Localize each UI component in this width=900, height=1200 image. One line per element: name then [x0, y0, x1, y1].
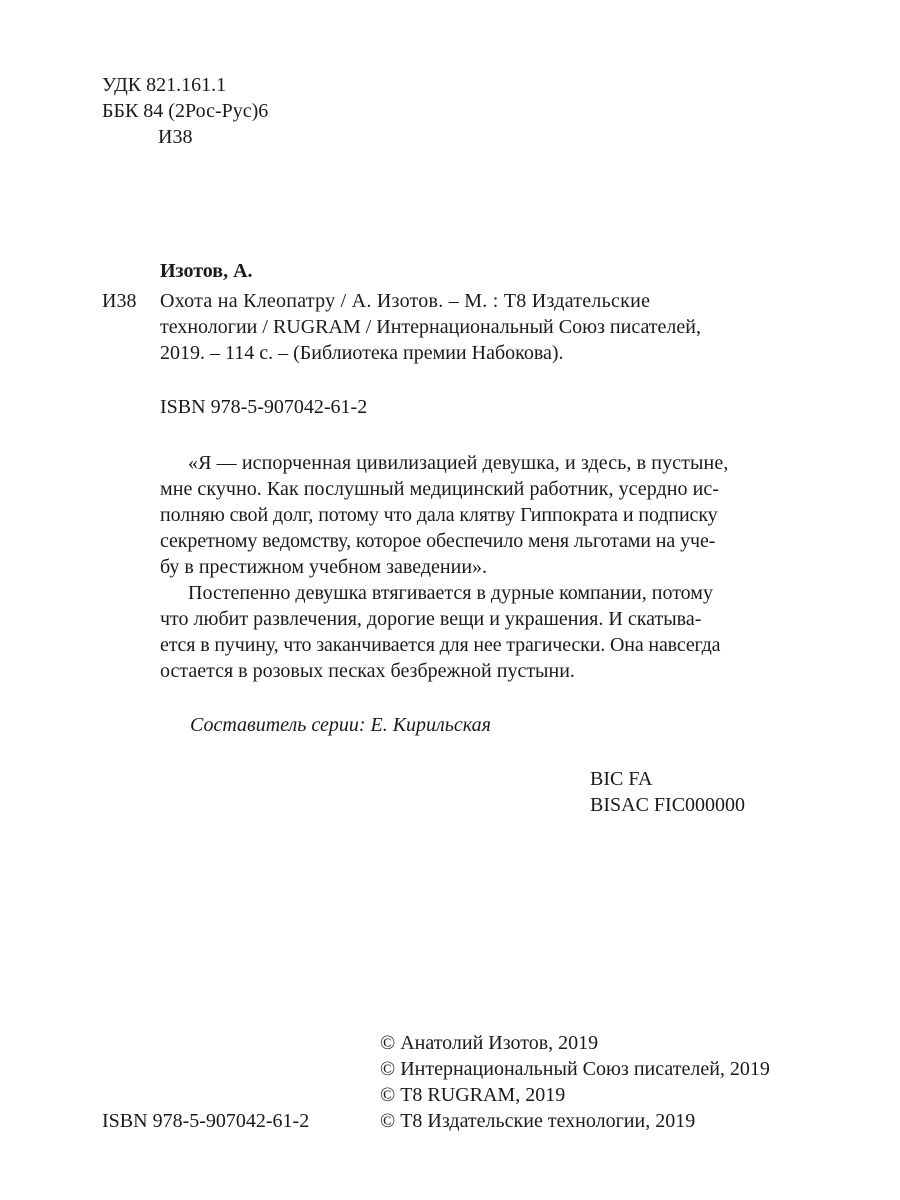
- bisac-code: BISAC FIC000000: [590, 794, 746, 816]
- annotation-paragraph-1: [160, 450, 760, 580]
- annotation-line: полняю свой долг, потому что дала клятву Гиппократа и подписку: [160, 504, 718, 526]
- isbn-record: ISBN 978-5-907042-61-2: [160, 396, 368, 418]
- isbn-footer: ISBN 978-5-907042-61-2: [102, 1110, 310, 1132]
- author-mark: И38: [102, 290, 137, 312]
- copyright-line: © Т8 RUGRAM, 2019: [380, 1084, 566, 1106]
- copyright-line: © Т8 Издательские технологии, 2019: [380, 1110, 696, 1132]
- annotation-line: ется в пучину, что заканчивается для нее трагически. Она навсегда: [160, 634, 721, 656]
- bbk-code: ББК 84 (2Рос-Рус)6: [102, 100, 269, 122]
- annotation-paragraph-2: [160, 580, 760, 684]
- annotation-line: Постепенно девушка втягивается в дурные компании, потому: [188, 582, 713, 604]
- annotation-line: остается в розовых песках безбрежной пустыни.: [160, 660, 575, 682]
- description-line: 2019. – 114 с. – (Библиотека премии Набокова).: [160, 342, 564, 364]
- description-line: технологии / RUGRAM / Интернациональный Союз писателей,: [160, 316, 701, 338]
- udk-code: УДК 821.161.1: [102, 74, 227, 96]
- annotation-line: «Я — испорченная цивилизацией девушка, и здесь, в пустыне,: [188, 452, 729, 474]
- annotation-line: бу в престижном учебном заведении».: [160, 556, 488, 578]
- series-compiler: Составитель серии: Е. Кирильская: [190, 714, 491, 736]
- annotation-line: секретному ведомству, которое обеспечило меня льготами на уче-: [160, 530, 716, 552]
- annotation-line: что любит развлечения, дорогие вещи и украшения. И скатыва-: [160, 608, 702, 630]
- copyright-block: [380, 1030, 770, 1134]
- description-line: Охота на Клеопатру / А. Изотов. – М. : Т8 Издательские: [160, 290, 651, 312]
- author-heading: Изотов, А.: [160, 260, 253, 282]
- subject-codes: [590, 766, 745, 818]
- bic-code: BIC FA: [590, 768, 653, 790]
- author-mark-top: И38: [158, 126, 193, 148]
- copyright-line: © Анатолий Изотов, 2019: [380, 1032, 599, 1054]
- book-description: [160, 288, 760, 366]
- classification-block: [102, 72, 268, 150]
- copyright-line: © Интернациональный Союз писателей, 2019: [380, 1058, 770, 1080]
- annotation-line: мне скучно. Как послушный медицинский работник, усердно ис-: [160, 478, 719, 500]
